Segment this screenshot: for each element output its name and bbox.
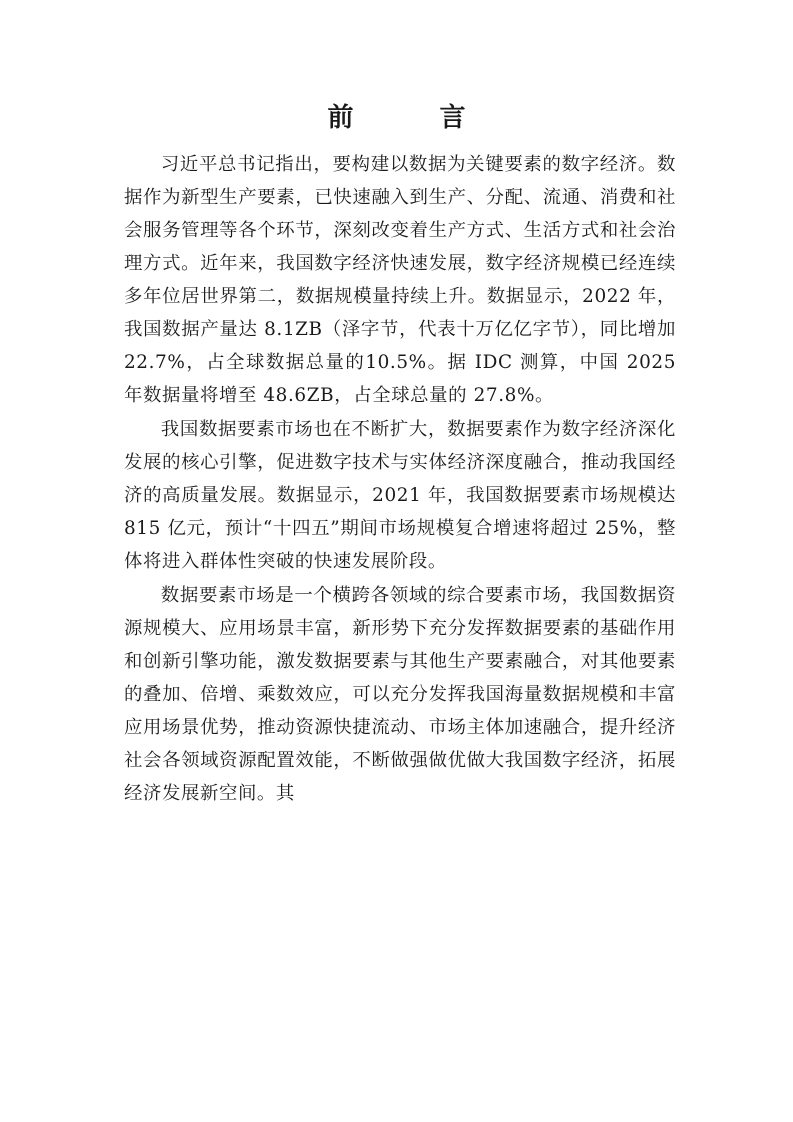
document-body [124, 148, 676, 810]
paragraph-3: 数据要素市场是一个横跨各领域的综合要素市场，我国数据资源规模大、应用场景丰富，新形势下充分发挥数据要素的基础作用和创新引擎功能，激发数据要素与其他生产要素融合，对其他要素的叠加、倍增、乘数效应，可以充分发挥我国海量数据规模和丰富应用场景优势，推动资源快捷流动、市场主体加速融合，提升经济社会各领域资源配置效能，不断做强做优做大我国数字经济，拓展经济发展新空间。其 [124, 585, 676, 804]
page-title: 前 言 [327, 103, 496, 133]
paragraph-1: 习近平总书记指出，要构建以数据为关键要素的数字经济。数据作为新型生产要素，已快速融入到生产、分配、流通、消费和社会服务管理等各个环节，深刻改变着生产方式、生活方式和社会治理方式。近年来，我国数字经济快速发展，数字经济规模已经连续多年位居世界第二，数据规模量持续上升。数据显示，2022 年，我国数据产量达 8.1ZB（泽字节，代表十万亿亿字节），同比增加 22.7%，占全球数据总量的10.5%。据 IDC 测算，中国 2025 年数据量将增至 48.6ZB，占全球总量的 27.8%。 [124, 154, 676, 406]
paragraph-2: 我国数据要素市场也在不断扩大，数据要素作为数字经济深化发展的核心引擎，促进数字技术与实体经济深度融合，推动我国经济的高质量发展。数据显示，2021 年，我国数据要素市场规模达 815 亿元，预计“十四五”期间市场规模复合增速将超过 25%，整体将进入群体性突破的快速发展阶段。 [124, 419, 676, 572]
